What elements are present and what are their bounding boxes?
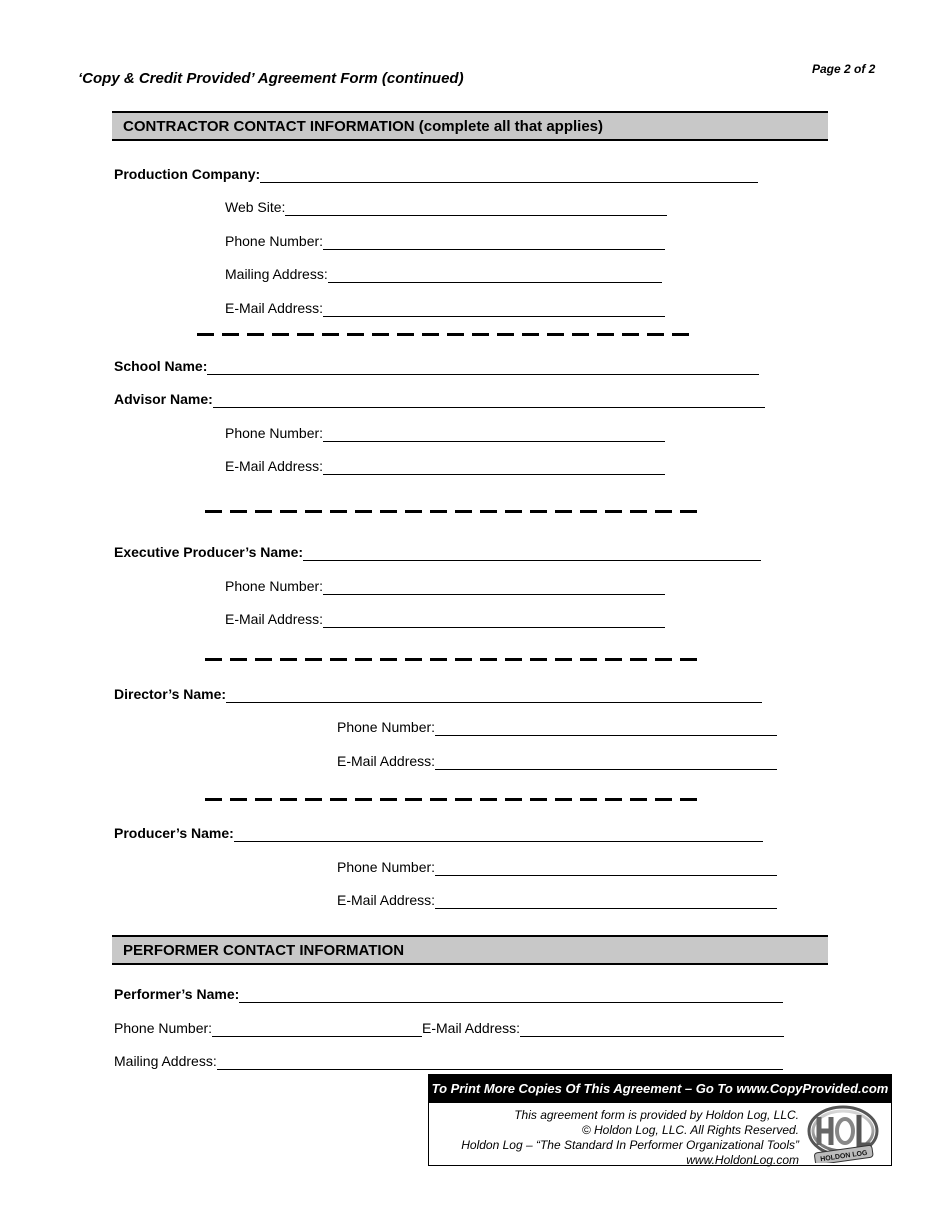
- director-email-field[interactable]: [337, 753, 777, 770]
- advisor-name-line[interactable]: [213, 394, 765, 408]
- divider-dashed-4: [205, 798, 699, 801]
- producer-email-line[interactable]: [435, 895, 777, 909]
- producer-phone-field[interactable]: [337, 859, 777, 876]
- holdon-log-logo-icon: [805, 1105, 883, 1163]
- producer-name-line[interactable]: [234, 828, 763, 842]
- advisor-phone-label: Phone Number:: [225, 425, 324, 441]
- director-phone-line[interactable]: [435, 722, 777, 736]
- production-phone-label: Phone Number:: [225, 233, 324, 249]
- director-email-label: E-Mail Address:: [337, 753, 436, 769]
- director-name-label: Director’s Name:: [114, 686, 227, 702]
- divider-dashed-2: [205, 510, 699, 513]
- production-email-label: E-Mail Address:: [225, 300, 324, 316]
- exec-producer-email-label: E-Mail Address:: [225, 611, 324, 627]
- footer-credits: [461, 1108, 799, 1168]
- school-name-label: School Name:: [114, 358, 208, 374]
- performer-email-line[interactable]: [520, 1023, 784, 1037]
- document-title: ‘Copy & Credit Provided’ Agreement Form (continued): [78, 70, 464, 87]
- production-company-line[interactable]: [260, 169, 758, 183]
- performer-phone-field[interactable]: [114, 1020, 422, 1037]
- footer-box: [428, 1074, 892, 1166]
- school-name-line[interactable]: [207, 361, 759, 375]
- divider-dashed-1: [197, 333, 691, 336]
- performer-name-field[interactable]: [114, 986, 783, 1003]
- exec-producer-email-line[interactable]: [323, 614, 665, 628]
- production-company-label: Production Company:: [114, 166, 261, 182]
- advisor-email-field[interactable]: [225, 458, 665, 475]
- web-site-line[interactable]: [285, 202, 667, 216]
- production-phone-field[interactable]: [225, 233, 665, 250]
- producer-phone-line[interactable]: [435, 862, 777, 876]
- page-number: Page 2 of 2: [812, 62, 876, 76]
- director-name-line[interactable]: [226, 689, 762, 703]
- advisor-email-line[interactable]: [323, 461, 665, 475]
- performer-mailing-field[interactable]: [114, 1053, 783, 1070]
- advisor-email-label: E-Mail Address:: [225, 458, 324, 474]
- performer-name-line[interactable]: [239, 989, 783, 1003]
- director-phone-label: Phone Number:: [337, 719, 436, 735]
- producer-name-field[interactable]: [114, 825, 763, 842]
- executive-producer-field[interactable]: [114, 544, 761, 561]
- performer-phone-label: Phone Number:: [114, 1020, 213, 1036]
- contractor-section-heading: [112, 111, 828, 141]
- exec-producer-phone-field[interactable]: [225, 578, 665, 595]
- footer-banner[interactable]: To Print More Copies Of This Agreement – Go To www.CopyProvided.com: [429, 1075, 891, 1103]
- executive-producer-line[interactable]: [303, 547, 761, 561]
- production-email-line[interactable]: [323, 303, 665, 317]
- performer-name-label: Performer’s Name:: [114, 986, 240, 1002]
- footer-line-1: This agreement form is provided by Holdon Log, LLC.: [514, 1108, 799, 1122]
- production-phone-line[interactable]: [323, 236, 665, 250]
- web-site-field[interactable]: [225, 199, 667, 216]
- production-mailing-field[interactable]: [225, 266, 662, 283]
- advisor-name-field[interactable]: [114, 391, 765, 408]
- footer-line-3: Holdon Log – “The Standard In Performer Organizational Tools”: [461, 1138, 799, 1152]
- performer-heading-text: PERFORMER CONTACT INFORMATION: [123, 942, 405, 959]
- performer-email-field[interactable]: [422, 1020, 784, 1037]
- director-email-line[interactable]: [435, 756, 777, 770]
- divider-dashed-3: [205, 658, 699, 661]
- production-email-field[interactable]: [225, 300, 665, 317]
- contractor-heading-text: CONTRACTOR CONTACT INFORMATION (complete all that applies): [123, 118, 604, 135]
- advisor-name-label: Advisor Name:: [114, 391, 213, 407]
- director-name-field[interactable]: [114, 686, 762, 703]
- production-mailing-label: Mailing Address:: [225, 266, 328, 282]
- production-mailing-line[interactable]: [328, 269, 662, 283]
- logo-text: HOLDON LOG: [819, 1149, 868, 1163]
- performer-section-heading: [112, 935, 828, 965]
- exec-producer-phone-label: Phone Number:: [225, 578, 324, 594]
- footer-line-2: © Holdon Log, LLC. All Rights Reserved.: [581, 1123, 799, 1137]
- director-phone-field[interactable]: [337, 719, 777, 736]
- exec-producer-email-field[interactable]: [225, 611, 665, 628]
- footer-line-4[interactable]: www.HoldonLog.com: [686, 1153, 799, 1167]
- advisor-phone-line[interactable]: [323, 428, 665, 442]
- performer-email-label: E-Mail Address:: [422, 1020, 521, 1036]
- web-site-label: Web Site:: [225, 199, 286, 215]
- performer-mailing-label: Mailing Address:: [114, 1053, 217, 1069]
- executive-producer-label: Executive Producer’s Name:: [114, 544, 304, 560]
- production-company-field[interactable]: [114, 166, 758, 183]
- advisor-phone-field[interactable]: [225, 425, 665, 442]
- producer-phone-label: Phone Number:: [337, 859, 436, 875]
- performer-phone-line[interactable]: [212, 1023, 422, 1037]
- producer-name-label: Producer’s Name:: [114, 825, 234, 841]
- performer-mailing-line[interactable]: [217, 1056, 783, 1070]
- producer-email-label: E-Mail Address:: [337, 892, 436, 908]
- school-name-field[interactable]: [114, 358, 759, 375]
- exec-producer-phone-line[interactable]: [323, 581, 665, 595]
- producer-email-field[interactable]: [337, 892, 777, 909]
